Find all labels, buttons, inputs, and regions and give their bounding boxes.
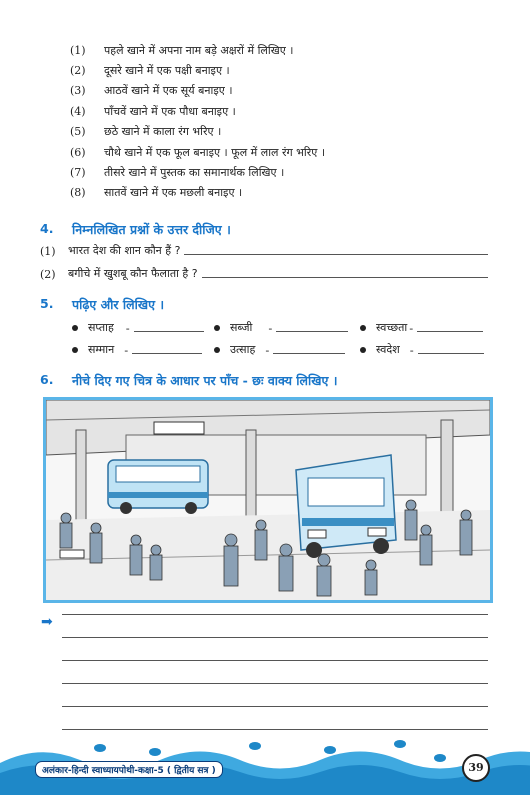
instruction-item [70, 183, 490, 203]
instructions-list [70, 40, 490, 203]
word-answer-line[interactable] [417, 331, 483, 332]
word-answer-line[interactable] [418, 353, 484, 354]
instruction-text: तीसरे खाने में पुस्तक का समानार्थक लिखिए । [104, 166, 285, 180]
answer-line[interactable] [202, 277, 488, 278]
word-label: स्वदेश [376, 343, 400, 356]
section-5-title: पढ़िए और लिखिए । [72, 297, 165, 312]
writing-line[interactable] [62, 683, 488, 684]
section-6-number: 6. [40, 372, 54, 387]
section-4-number: 4. [40, 221, 54, 236]
instruction-item [70, 122, 490, 142]
word-item: उत्साह - [214, 342, 345, 357]
word-label: स्वच्छता [376, 321, 408, 334]
instruction-item [70, 142, 490, 162]
word-label: उत्साह [230, 343, 256, 356]
writing-line[interactable] [62, 614, 488, 615]
section-6-title: नीचे दिए गए चित्र के आधार पर पाँच - छः वाक्य लिखिए । [72, 373, 338, 388]
bullet-icon [360, 325, 366, 331]
instruction-number: (2) [70, 64, 86, 78]
question-row [40, 243, 488, 258]
instruction-item [70, 60, 490, 80]
word-item: स्वच्छता - [360, 320, 483, 335]
instruction-text: दूसरे खाने में एक पक्षी बनाइए । [104, 64, 230, 78]
writing-line[interactable] [62, 706, 488, 707]
instruction-text: आठवें खाने में एक सूर्य बनाइए । [104, 84, 233, 98]
question-text: बगीचे में खुशबू कौन फैलाता है ? [68, 267, 198, 280]
instruction-text: छठे खाने में काला रंग भरिए । [104, 125, 222, 139]
bus-station-scene [46, 400, 490, 600]
question-text: भारत देश की शान कौन हैं ? [68, 244, 181, 257]
bullet-icon [72, 347, 78, 353]
instruction-item [70, 101, 490, 121]
word-answer-line[interactable] [132, 353, 202, 354]
word-item: सप्ताह - [72, 320, 204, 335]
word-label: सप्ताह [88, 321, 114, 334]
bullet-icon [72, 325, 78, 331]
question-number: (2) [40, 268, 56, 281]
section-5-number: 5. [40, 296, 54, 311]
instruction-number: (5) [70, 125, 86, 139]
writing-line[interactable] [62, 637, 488, 638]
instruction-number: (8) [70, 186, 86, 200]
question-number: (1) [40, 245, 56, 258]
instruction-number: (1) [70, 43, 86, 57]
bullet-icon [214, 347, 220, 353]
instruction-number: (4) [70, 104, 86, 118]
instruction-number: (6) [70, 145, 86, 159]
arrow-icon: ➡ [41, 614, 53, 630]
word-label: सब्जी [230, 321, 253, 334]
word-answer-line[interactable] [273, 353, 345, 354]
instruction-item [70, 162, 490, 182]
instruction-text: चौथे खाने में एक फूल बनाइए । फूल में लाल रंग भरिए । [104, 145, 326, 159]
instruction-text: पहले खाने में अपना नाम बड़े अक्षरों में लिखिए । [104, 43, 294, 57]
book-title-label: अलंकार-हिन्दी स्वाध्यायपोथी-कक्षा-5 ( द्वितीय सत्र ) [35, 761, 223, 778]
answer-line[interactable] [184, 254, 488, 255]
instruction-item [70, 40, 490, 60]
page-number: 39 [462, 754, 490, 782]
word-item: स्वदेश - [360, 342, 484, 357]
instruction-text: पाँचवें खाने में एक पौधा बनाइए । [104, 104, 236, 118]
question-row [40, 266, 488, 281]
word-answer-line[interactable] [134, 331, 204, 332]
instruction-number: (7) [70, 166, 86, 180]
writing-line[interactable] [62, 729, 488, 730]
bullet-icon [360, 347, 366, 353]
bus-station-illustration [43, 397, 493, 603]
word-item: सम्मान - [72, 342, 202, 357]
instruction-text: सातवें खाने में एक मछली बनाइए । [104, 186, 243, 200]
bullet-icon [214, 325, 220, 331]
section-4-title: निम्नलिखित प्रश्नों के उत्तर दीजिए । [72, 222, 231, 237]
word-label: सम्मान [88, 343, 115, 356]
word-item: सब्जी - [214, 320, 348, 335]
instruction-number: (3) [70, 84, 86, 98]
writing-line[interactable] [62, 660, 488, 661]
instruction-item [70, 81, 490, 101]
word-answer-line[interactable] [276, 331, 348, 332]
